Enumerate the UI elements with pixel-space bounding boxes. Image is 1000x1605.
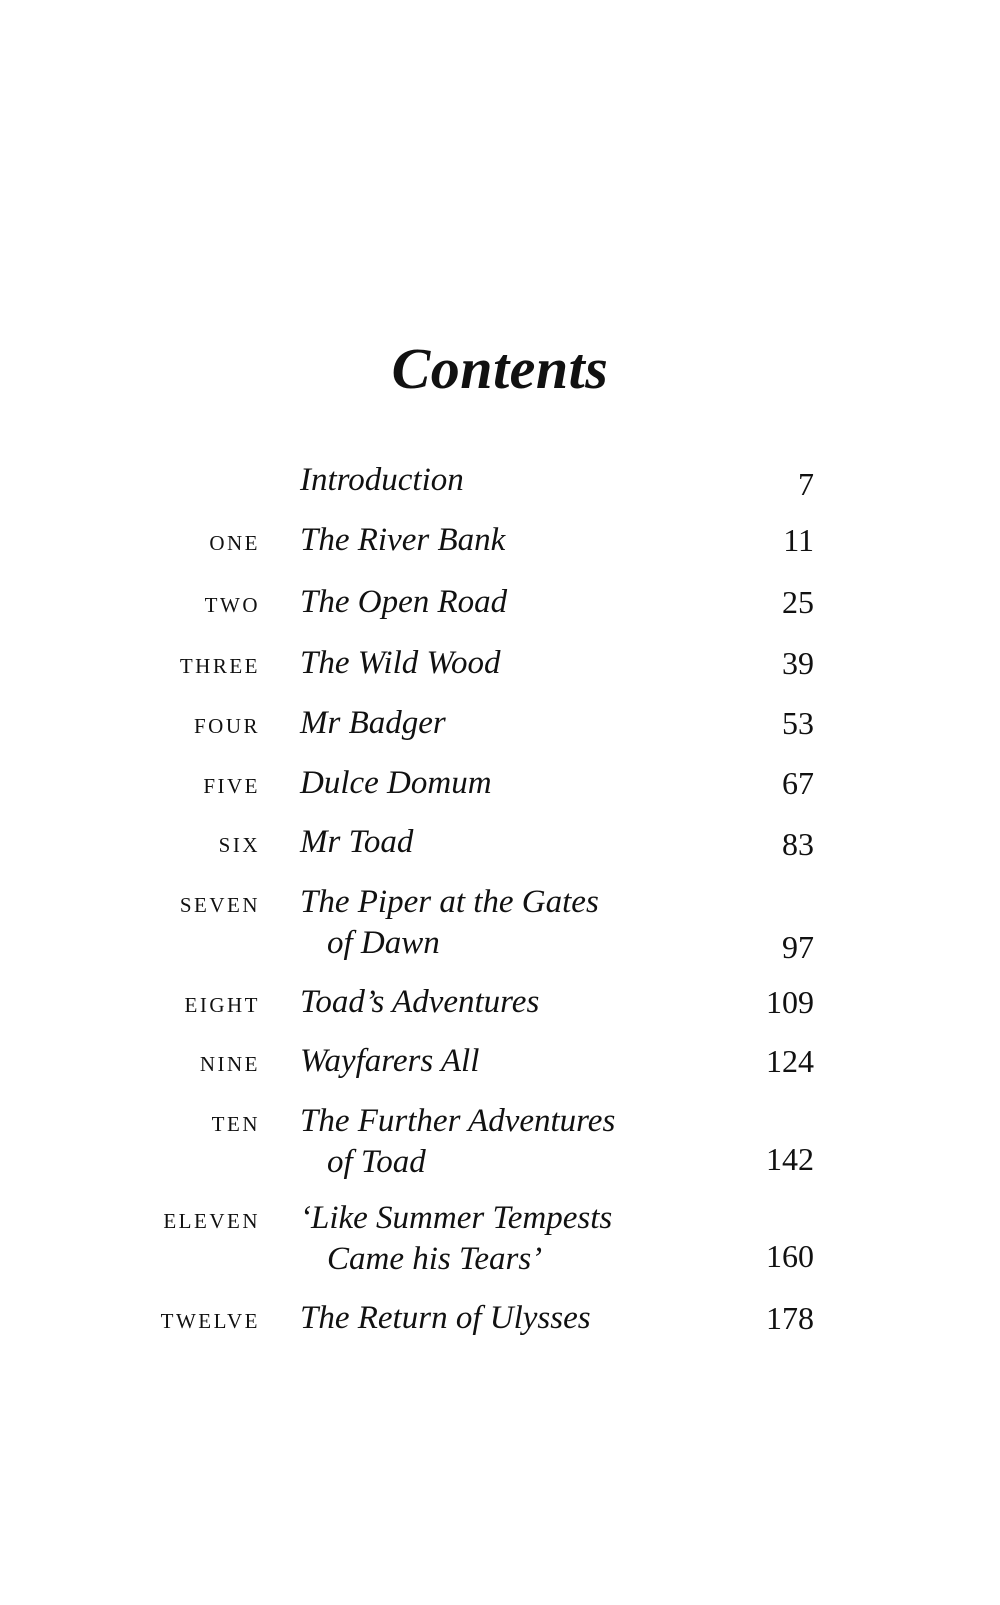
chapter-title: Toad’s Adventures xyxy=(300,984,540,1020)
chapter-number: NINE xyxy=(199,1052,260,1076)
chapter-number: THREE xyxy=(179,654,260,678)
chapter-number: TWO xyxy=(204,593,260,617)
chapter-title: The Return of Ulysses xyxy=(300,1300,591,1336)
chapter-title: Wayfarers All xyxy=(300,1043,480,1079)
chapter-title: Introduction xyxy=(300,462,464,498)
chapter-title xyxy=(300,1101,615,1183)
chapter-title-line-1: ‘Like Summer Tempests xyxy=(300,1200,613,1236)
chapter-number: EIGHT xyxy=(184,993,260,1017)
chapter-title: The Open Road xyxy=(300,584,508,620)
page-number: 39 xyxy=(782,645,814,681)
chapter-number: TEN xyxy=(211,1112,260,1136)
chapter-number: FOUR xyxy=(193,714,260,738)
chapter-title: The River Bank xyxy=(300,522,506,558)
chapter-title: Mr Badger xyxy=(300,705,446,741)
chapter-title: The Wild Wood xyxy=(300,645,501,681)
chapter-title: Dulce Domum xyxy=(300,765,492,801)
chapter-number: TWELVE xyxy=(160,1309,260,1333)
chapter-title-line-2: Came his Tears’ xyxy=(327,1241,543,1277)
chapter-number: ONE xyxy=(209,531,260,555)
page-number: 97 xyxy=(782,929,814,965)
chapter-title xyxy=(300,1198,612,1280)
page-title: Contents xyxy=(391,335,609,401)
chapter-title-line-1: The Further Adventures xyxy=(300,1103,616,1139)
page-number: 53 xyxy=(782,705,814,741)
chapter-number: ELEVEN xyxy=(163,1209,260,1233)
page-number: 124 xyxy=(766,1043,814,1079)
chapter-number: SEVEN xyxy=(179,893,260,917)
page-number: 178 xyxy=(766,1300,814,1336)
chapter-number: SIX xyxy=(218,833,260,857)
chapter-title-line-2: of Dawn xyxy=(327,925,440,961)
page-number: 142 xyxy=(766,1141,814,1177)
chapter-title: Mr Toad xyxy=(300,824,414,860)
page-number: 11 xyxy=(783,522,814,558)
chapter-title-line-2: of Toad xyxy=(327,1144,426,1180)
chapter-title xyxy=(300,882,599,964)
page-number: 83 xyxy=(782,826,814,862)
page-number: 25 xyxy=(782,584,814,620)
page-number: 7 xyxy=(798,466,814,502)
page-number: 67 xyxy=(782,765,814,801)
chapter-title-line-1: The Piper at the Gates xyxy=(300,884,599,920)
page-number: 160 xyxy=(766,1238,814,1274)
page-number: 109 xyxy=(766,984,814,1020)
chapter-number: FIVE xyxy=(203,774,260,798)
